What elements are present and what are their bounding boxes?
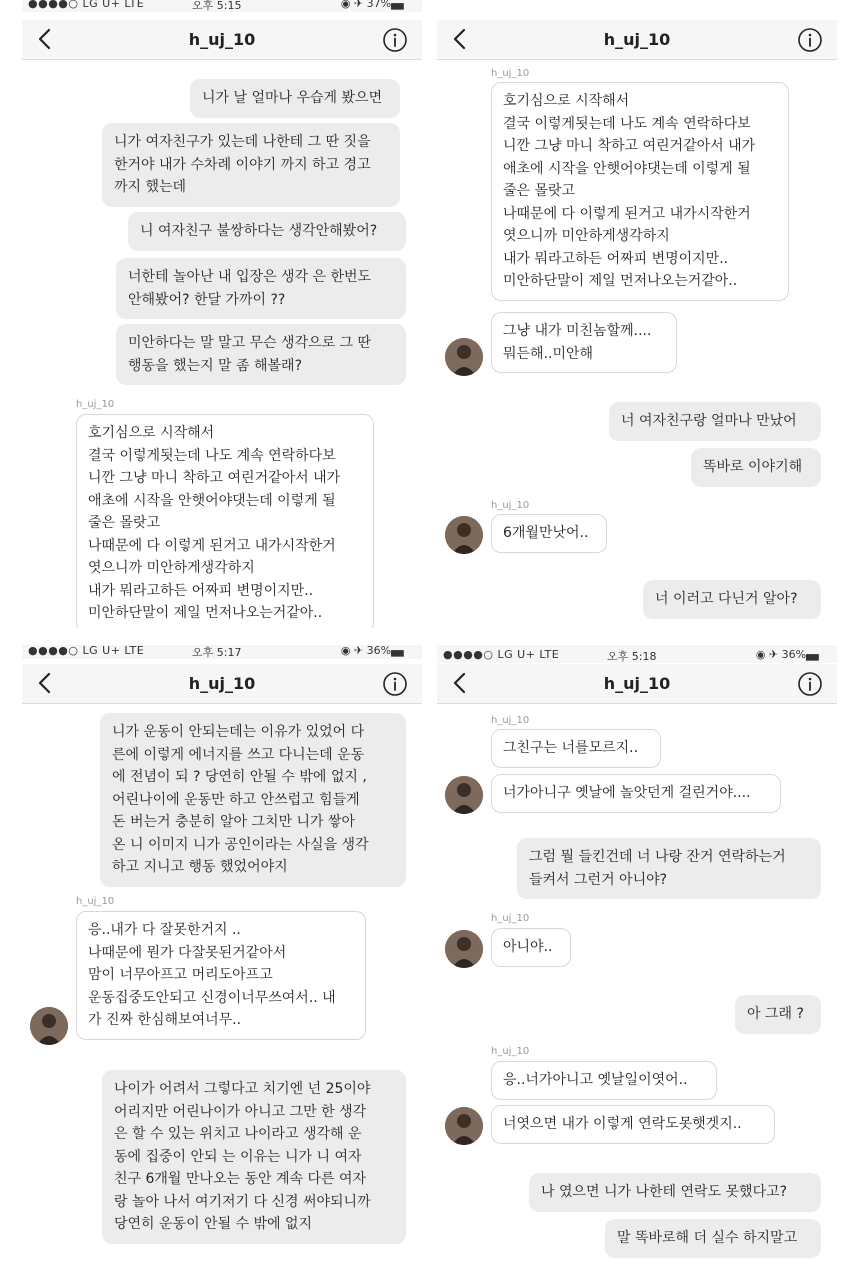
chat-header	[437, 664, 837, 704]
carrier-label: ●●●●○ LG U+ LTE	[443, 648, 560, 661]
status-bar	[437, 645, 837, 663]
contact-avatar[interactable]	[30, 1007, 68, 1045]
clock: 오후 5:15	[192, 0, 242, 12]
outgoing-message: 니 여자친구 불쌍하다는 생각안해봤어?	[128, 212, 406, 251]
incoming-message: 너가아니구 옛날에 놀앗던게 걸린거야....	[491, 774, 781, 813]
sender-name: h_uj_10	[491, 68, 530, 79]
chat-title: h_uj_10	[603, 674, 671, 693]
outgoing-message: 말 똑바로해 더 실수 하지말고	[605, 1219, 821, 1258]
status-bar	[22, 645, 422, 659]
incoming-message: 호기심으로 시작해서 결국 이렇게됫는데 나도 계속 연락하다보 니깐 그냥 마니 착하고 여린거같아서 내가 애초에 시작을 안햇어야댓는데 이렇게 될 줄은 몰랏고 나때문에 다 이렇게 된거고 내가시작한거 엿으니까 미안하게생각하지 내가 뭐라고하든 어짜피 변명이지만.. 미안하단말이 제일 먼저나오는거같아..	[76, 414, 374, 628]
contact-avatar[interactable]	[445, 338, 483, 376]
chat-screenshot-3	[22, 645, 422, 1275]
chat-title: h_uj_10	[603, 30, 671, 49]
status-bar	[22, 0, 422, 12]
outgoing-message: 미안하다는 말 말고 무슨 생각으로 그 딴 행동을 했는지 말 좀 해볼래?	[116, 324, 406, 385]
outgoing-message: 니가 운동이 안되는데는 이유가 있었어 다 른에 이렇게 에너지를 쓰고 다니는데 운동 에 전념이 되 ? 당연히 안될 수 밖에 없지 , 어린나이에 운동만 하고 안쓰럽고 힘들게 돈 버는거 충분히 알아 그치만 니가 쌓아 온 니 이미지 니가 공인이라는 사실을 생각 하고 지니고 행동 했었어야지	[100, 713, 406, 887]
incoming-message: 응..내가 다 잘못한거지 .. 나때문에 뭔가 다잘못된거같아서 맘이 너무아프고 머리도아프고 운동집중도안되고 신경이너무쓰여서.. 내 가 진짜 한심해보여너무..	[76, 911, 366, 1040]
outgoing-message: 나 였으면 니가 나한테 연락도 못했다고?	[529, 1173, 821, 1212]
info-icon[interactable]	[797, 27, 823, 53]
outgoing-message: 너 이러고 다닌거 알아?	[643, 580, 821, 619]
clock: 오후 5:17	[192, 646, 242, 659]
outgoing-message: 그럼 뭘 들킨건데 너 나랑 잔거 연락하는거 들켜서 그런거 아니야?	[517, 838, 821, 899]
sender-name: h_uj_10	[491, 1046, 530, 1057]
battery-indicator: ◉ ✈ 36%▄▖	[340, 645, 408, 657]
chat-header	[22, 20, 422, 60]
info-icon[interactable]	[382, 671, 408, 697]
contact-avatar[interactable]	[445, 776, 483, 814]
incoming-message: 그냥 내가 미친놈할께.... 뭐든해..미안해	[491, 312, 677, 373]
chat-screenshot-2	[437, 20, 837, 628]
info-icon[interactable]	[797, 671, 823, 697]
incoming-message: 그친구는 너를모르지..	[491, 729, 661, 768]
contact-avatar[interactable]	[445, 516, 483, 554]
incoming-message: 아니야..	[491, 928, 571, 967]
clock: 오후 5:18	[607, 650, 657, 663]
carrier-label: ●●●●○ LG U+ LTE	[28, 0, 145, 10]
chat-title: h_uj_10	[188, 674, 256, 693]
incoming-message: 응..너가아니고 옛날일이엿어..	[491, 1061, 717, 1100]
outgoing-message: 똑바로 이야기해	[691, 448, 821, 487]
info-icon[interactable]	[382, 27, 408, 53]
sender-name: h_uj_10	[491, 500, 530, 511]
battery-indicator: ◉ ✈ 36%▄▖	[755, 648, 823, 661]
outgoing-message: 아 그래 ?	[735, 995, 821, 1034]
contact-avatar[interactable]	[445, 1107, 483, 1145]
battery-indicator: ◉ ✈ 37%▄▖	[340, 0, 408, 10]
carrier-label: ●●●●○ LG U+ LTE	[28, 645, 145, 657]
chat-title: h_uj_10	[188, 30, 256, 49]
sender-name: h_uj_10	[76, 399, 115, 410]
sender-name: h_uj_10	[76, 896, 115, 907]
sender-name: h_uj_10	[491, 913, 530, 924]
outgoing-message: 니가 날 얼마나 우습게 봤으면	[190, 79, 400, 118]
chat-screenshot-1	[22, 0, 422, 628]
outgoing-message: 너 여자친구랑 얼마나 만났어	[609, 402, 821, 441]
sender-name: h_uj_10	[491, 715, 530, 726]
chat-header	[437, 20, 837, 60]
incoming-message: 6개월만낫어..	[491, 514, 607, 553]
outgoing-message: 나이가 어려서 그렇다고 치기엔 넌 25이야 어리지만 어린나이가 아니고 그만 한 생각 은 할 수 있는 위치고 나이라고 생각해 운 동에 집중이 안되 는 이유는 니가 니 여자 친구 6개월 만나오는 동안 계속 다른 여자 랑 놀아 나서 여기저기 다 신경 써야되니까 당연히 운동이 안될 수 밖에 없지	[102, 1070, 406, 1244]
chat-screenshot-4	[437, 645, 837, 1275]
chat-header	[22, 664, 422, 704]
incoming-message: 호기심으로 시작해서 결국 이렇게됫는데 나도 계속 연락하다보 니깐 그냥 마니 착하고 여린거같아서 내가 애초에 시작을 안햇어야댓는데 이렇게 될 줄은 몰랏고 나때문에 다 이렇게 된거고 내가시작한거 엿으니까 미안하게생각하지 내가 뭐라고하든 어짜피 변명이지만.. 미안하단말이 제일 먼저나오는거같아..	[491, 82, 789, 301]
outgoing-message: 니가 여자친구가 있는데 나한테 그 딴 짓을 한거야 내가 수차례 이야기 까지 하고 경고 까지 했는데	[102, 123, 400, 207]
outgoing-message: 너한테 놀아난 내 입장은 생각 은 한번도 안해봤어? 한달 가까이 ??	[116, 258, 406, 319]
incoming-message: 너엿으면 내가 이렇게 연락도못햇겟지..	[491, 1105, 775, 1144]
contact-avatar[interactable]	[445, 930, 483, 968]
